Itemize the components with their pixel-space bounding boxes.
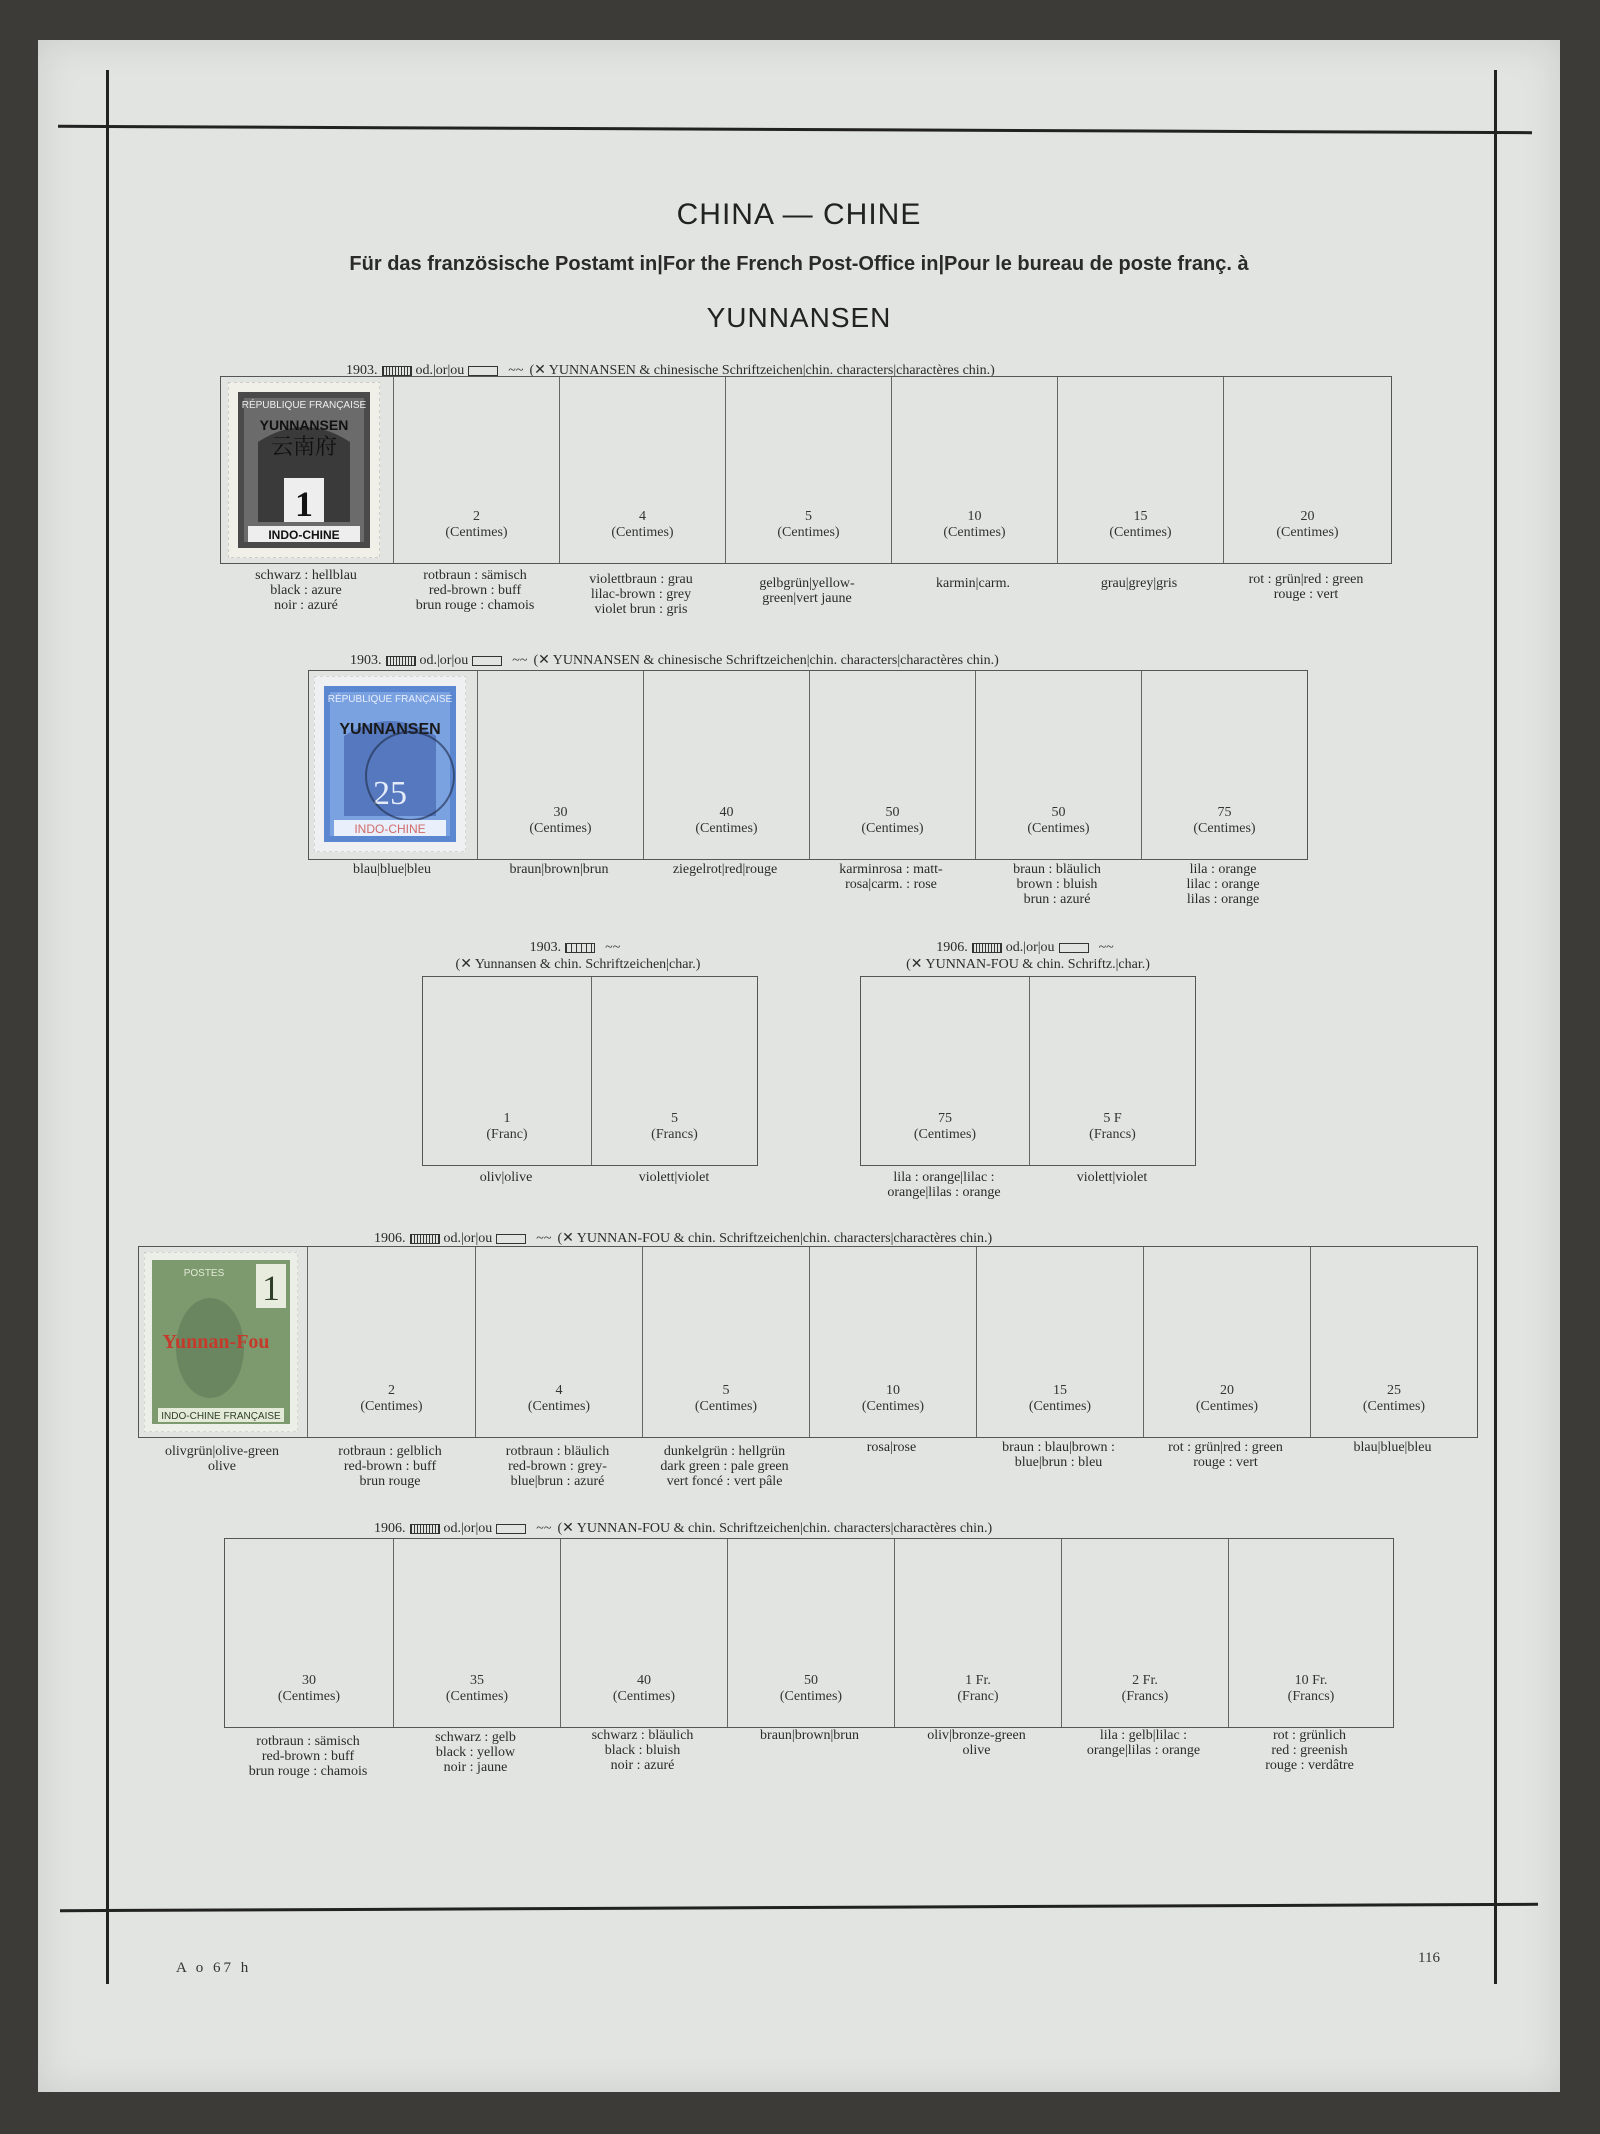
svg-text:RÉPUBLIQUE FRANÇAISE: RÉPUBLIQUE FRANÇAISE bbox=[241, 400, 367, 411]
stamp-space: 15 (Centimes) bbox=[1057, 377, 1223, 563]
svg-text:POSTES: POSTES bbox=[183, 1268, 225, 1279]
stamp-space: 10 Fr. (Francs) bbox=[1228, 1539, 1393, 1727]
perforation-icon: ~~ bbox=[536, 1231, 552, 1246]
stamp-space: 4 (Centimes) bbox=[559, 377, 725, 563]
stamp-space: 5 (Francs) bbox=[591, 977, 757, 1165]
place-heading: YUNNANSEN bbox=[706, 302, 892, 333]
caption: rot : grünlich red : greenish rouge : verdâtre bbox=[1265, 1728, 1354, 1773]
perforation-icon: ~~ bbox=[605, 940, 621, 955]
caption: braun|brown|brun bbox=[509, 862, 609, 877]
stamp-space: 35 (Centimes) bbox=[393, 1539, 560, 1727]
perforation-icon: ~~ bbox=[1098, 940, 1114, 955]
caption: violettbraun : grau lilac-brown : grey violet brun : gris bbox=[589, 572, 693, 617]
stamp-space: 15 (Centimes) bbox=[976, 1247, 1143, 1437]
svg-text:1: 1 bbox=[295, 484, 313, 524]
stamp-25c-blue bbox=[314, 676, 466, 852]
stamp-space: 50 (Centimes) bbox=[809, 671, 975, 859]
caption: braun : bläulich brown : bluish brun : azuré bbox=[1013, 862, 1101, 907]
stamp-space: 10 (Centimes) bbox=[891, 377, 1057, 563]
caption: rosa|rose bbox=[866, 1440, 917, 1455]
perforation-icon: ~~ bbox=[512, 653, 528, 668]
caption: gelbgrün|yellow- green|vert jaune bbox=[759, 576, 855, 606]
svg-text:INDO-CHINE: INDO-CHINE bbox=[268, 528, 340, 542]
stamp-space: 5 F (Francs) bbox=[1029, 977, 1195, 1165]
album-page bbox=[38, 40, 1560, 2092]
stamp-space: 5 (Centimes) bbox=[642, 1247, 809, 1437]
stamp-space: 25 (Centimes) bbox=[1310, 1247, 1477, 1437]
perforation-icon: ~~ bbox=[536, 1521, 552, 1536]
watermark-icon bbox=[565, 943, 595, 953]
caption: violett|violet bbox=[638, 1170, 710, 1185]
stamp-space: 50 (Centimes) bbox=[727, 1539, 894, 1727]
page-subtitle: Für das französische Postamt in|For the French Post-Office in|Pour le bureau de poste franç. à bbox=[349, 253, 1249, 275]
catalogue-code: A o 67 h bbox=[176, 1960, 252, 1976]
watermark-alt-icon bbox=[472, 656, 502, 666]
perforation-icon: ~~ bbox=[508, 363, 524, 378]
caption: lila : orange|lilac : orange|lilas : orange bbox=[887, 1170, 1001, 1200]
watermark-alt-icon bbox=[496, 1524, 526, 1534]
svg-text:RÉPUBLIQUE FRANÇAISE: RÉPUBLIQUE FRANÇAISE bbox=[327, 694, 453, 705]
caption: rot : grün|red : green rouge : vert bbox=[1168, 1440, 1283, 1470]
svg-text:25: 25 bbox=[373, 775, 407, 812]
caption: lila : orange lilac : orange lilas : orange bbox=[1186, 862, 1260, 907]
section-2-header: 1903. od.|or|ou ~~ (✕ YUNNANSEN & chinesische Schriftzeichen|chin. characters|charactères chin.) bbox=[350, 653, 999, 668]
page-title: CHINA — CHINE bbox=[676, 198, 922, 231]
stamp-space: 30 (Centimes) bbox=[277, 1673, 341, 1704]
section-6-grid bbox=[224, 1538, 1394, 1728]
stamp-space: 2 Fr. (Francs) bbox=[1061, 1539, 1228, 1727]
svg-text:INDO-CHINE: INDO-CHINE bbox=[354, 822, 426, 836]
caption: oliv|olive bbox=[479, 1170, 533, 1185]
stamp-space: 20 (Centimes) bbox=[1143, 1247, 1310, 1437]
watermark-alt-icon bbox=[496, 1234, 526, 1244]
caption: rotbraun : sämisch red-brown : buff brun rouge : chamois bbox=[248, 1734, 368, 1779]
caption: oliv|bronze-green olive bbox=[927, 1728, 1026, 1758]
svg-text:YUNNANSEN: YUNNANSEN bbox=[259, 417, 349, 433]
stamp-1c-olive-green bbox=[144, 1252, 298, 1432]
stamp-space: 50 (Centimes) bbox=[975, 671, 1141, 859]
svg-text:Yunnan-Fou: Yunnan-Fou bbox=[162, 1331, 270, 1353]
stamp-space: 40 (Centimes) bbox=[643, 671, 809, 859]
page-number: 116 bbox=[1418, 1950, 1440, 1966]
stamp-space: 1 (Franc) bbox=[486, 1111, 528, 1142]
section-6-header: 1906. od.|or|ou ~~ (✕ YUNNAN-FOU & chin. Schriftzeichen|chin. characters|charactères chin.) bbox=[374, 1521, 993, 1536]
caption: karmin|carm. bbox=[936, 576, 1010, 591]
section-3-grid bbox=[422, 976, 758, 1166]
caption: rotbraun : bläulich red-brown : grey- blue|brun : azuré bbox=[505, 1444, 610, 1489]
caption: lila : gelb|lilac : orange|lilas : orange bbox=[1086, 1728, 1201, 1758]
watermark-alt-icon bbox=[1059, 943, 1089, 953]
frame-bottom-rule bbox=[60, 1903, 1538, 1912]
stamp-space: 75 (Centimes) bbox=[1141, 671, 1307, 859]
section-5-header: 1906. od.|or|ou ~~ (✕ YUNNAN-FOU & chin. Schriftzeichen|chin. characters|charactères chin.) bbox=[374, 1231, 993, 1246]
caption: braun : blau|brown : blue|brun : bleu bbox=[1002, 1440, 1115, 1470]
stamp-space: 75 (Centimes) bbox=[913, 1111, 977, 1142]
caption: schwarz : bläulich black : bluish noir : azuré bbox=[591, 1728, 694, 1773]
caption: braun|brown|brun bbox=[760, 1728, 859, 1743]
frame-left-rule bbox=[106, 70, 109, 1984]
section-1-header: 1903. od.|or|ou ~~ (✕ YUNNANSEN & chinesische Schriftzeichen|chin. characters|charactères chin.) bbox=[346, 363, 995, 378]
svg-text:INDO-CHINE FRANÇAISE: INDO-CHINE FRANÇAISE bbox=[161, 1411, 281, 1422]
caption: olivgrün|olive-green olive bbox=[165, 1444, 279, 1474]
caption: blau|blue|bleu bbox=[353, 862, 431, 877]
section-3-header: 1903. ~~ (✕ Yunnansen & chin. Schriftzeichen|char.) bbox=[455, 940, 701, 972]
stamp-space: 10 (Centimes) bbox=[809, 1247, 976, 1437]
watermark-icon bbox=[386, 656, 416, 666]
stamp-space: 4 (Centimes) bbox=[475, 1247, 642, 1437]
caption: violett|violet bbox=[1076, 1170, 1148, 1185]
frame-right-rule bbox=[1494, 70, 1497, 1984]
section-4-header: 1906. od.|or|ou ~~ (✕ YUNNAN-FOU & chin. Schriftz.|char.) bbox=[906, 940, 1150, 972]
watermark-icon bbox=[382, 366, 412, 376]
caption: karminrosa : matt- rosa|carm. : rose bbox=[839, 862, 943, 892]
caption: ziegelrot|red|rouge bbox=[672, 862, 778, 877]
caption: schwarz : gelb black : yellow noir : jaune bbox=[435, 1730, 516, 1775]
svg-text:YUNNANSEN: YUNNANSEN bbox=[339, 721, 441, 738]
section-4-grid bbox=[860, 976, 1196, 1166]
caption: dunkelgrün : hellgrün dark green : pale green vert foncé : vert pâle bbox=[660, 1444, 789, 1489]
caption: rotbraun : sämisch red-brown : buff brun rouge : chamois bbox=[415, 568, 535, 613]
caption: blau|blue|bleu bbox=[1353, 1440, 1432, 1455]
caption: schwarz : hellblau black : azure noir : azuré bbox=[255, 568, 357, 613]
watermark-icon bbox=[972, 943, 1002, 953]
stamp-space: 30 (Centimes) bbox=[477, 671, 643, 859]
stamp-space: 2 (Centimes) bbox=[307, 1247, 475, 1437]
stamp-space: 5 (Centimes) bbox=[725, 377, 891, 563]
svg-text:云南府: 云南府 bbox=[270, 435, 338, 460]
caption: rotbraun : gelblich red-brown : buff brun rouge bbox=[338, 1444, 442, 1489]
stamp-space: 2 (Centimes) bbox=[393, 377, 559, 563]
stamp-space: 20 (Centimes) bbox=[1223, 377, 1391, 563]
frame-top-rule bbox=[58, 125, 1532, 134]
svg-text:1: 1 bbox=[262, 1268, 280, 1308]
stamp-space: 40 (Centimes) bbox=[560, 1539, 727, 1727]
stamp-1c-black bbox=[228, 382, 380, 558]
caption: grau|grey|gris bbox=[1100, 576, 1178, 591]
caption: rot : grün|red : green rouge : vert bbox=[1248, 572, 1364, 602]
watermark-icon bbox=[410, 1234, 440, 1244]
section-1-grid bbox=[220, 376, 1392, 564]
watermark-alt-icon bbox=[468, 366, 498, 376]
watermark-icon bbox=[410, 1524, 440, 1534]
section-5-grid bbox=[138, 1246, 1478, 1438]
stamp-space: 1 Fr. (Franc) bbox=[894, 1539, 1061, 1727]
